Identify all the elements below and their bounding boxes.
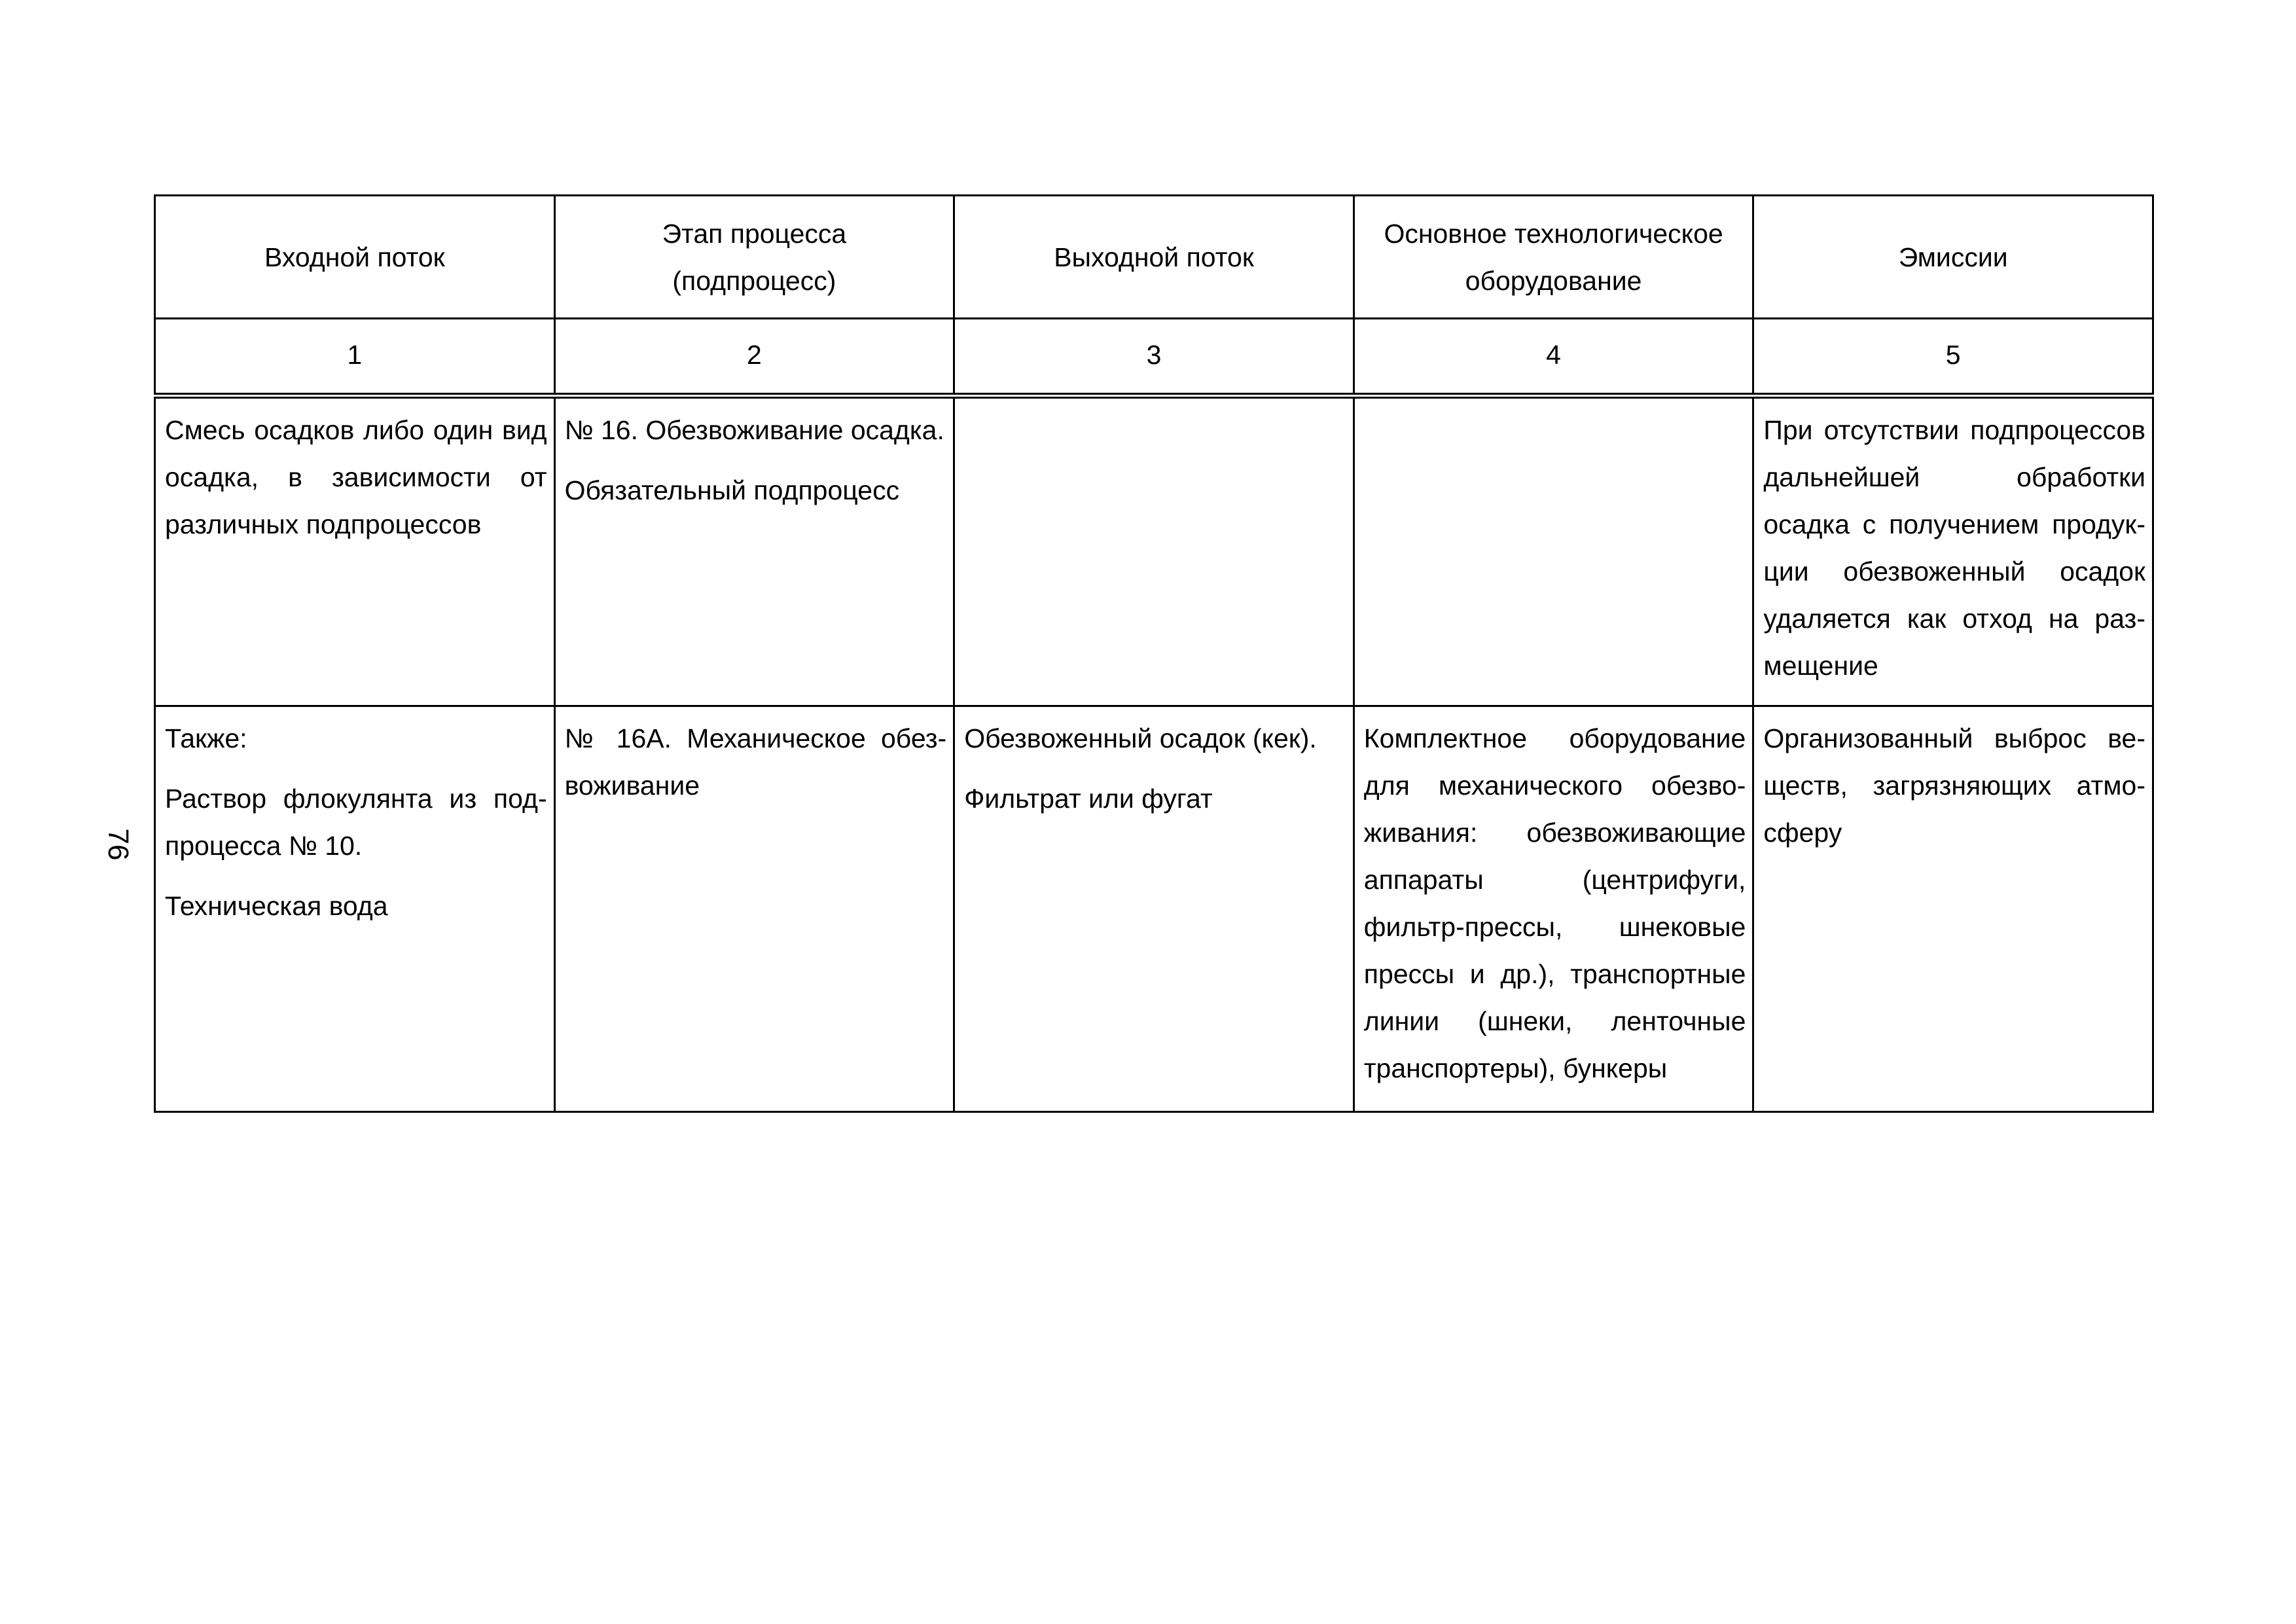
cell-paragraph: № 16А. Механическое обезвоживание — [564, 723, 947, 801]
cell-paragraph: № 16. Обезвоживание осадка. — [564, 415, 944, 445]
column-number: 2 — [554, 319, 954, 396]
cell-paragraph: Обезвоженный осадок (кек). — [964, 723, 1317, 753]
cell-input-flow — [155, 706, 555, 1112]
cell-emissions — [1753, 706, 2153, 1112]
cell-paragraph: При отсутствии подпроцессов дальнейшей обработки осадка с получением продукции обезвоженный осадок удаляется как отход на размещение — [1763, 415, 2145, 681]
cell-paragraph: Смесь осадков либо один вид осадка, в зависимости от различных подпроцессов — [165, 415, 547, 539]
table-row — [155, 396, 2153, 706]
cell-process-stage — [554, 396, 954, 706]
cell-paragraph: Техническая вода — [165, 891, 388, 921]
column-number: 1 — [155, 319, 555, 396]
cell-paragraph: Комплектное оборудование для механического обезвоживания: обезвоживающие аппараты (центрифуги, фильтр-прессы, шнековые прессы и др.), транспортные линии (шнеки, ленточные транспортеры), бункеры — [1363, 723, 1746, 1083]
table-row — [155, 706, 2153, 1112]
column-number: 5 — [1753, 319, 2153, 396]
cell-output-flow — [954, 396, 1354, 706]
cell-input-flow — [155, 396, 555, 706]
column-number-row — [155, 319, 2153, 396]
cell-paragraph: Также: — [165, 723, 247, 753]
cell-equipment — [1354, 706, 1753, 1112]
cell-emissions — [1753, 396, 2153, 706]
process-table — [154, 194, 2154, 1113]
header-equipment: Основное технологическое оборудование — [1354, 196, 1753, 319]
cell-paragraph: Организованный выброс веществ, загрязняющих атмосферу — [1763, 723, 2145, 848]
column-number: 4 — [1354, 319, 1753, 396]
cell-equipment — [1354, 396, 1753, 706]
header-emissions: Эмиссии — [1753, 196, 2153, 319]
header-process-stage: Этап процесса (подпроцесс) — [554, 196, 954, 319]
cell-process-stage — [554, 706, 954, 1112]
cell-paragraph: Обязательный подпроцесс — [564, 475, 900, 505]
cell-paragraph: Фильтрат или фугат — [964, 784, 1213, 814]
header-output-flow: Выходной поток — [954, 196, 1354, 319]
cell-output-flow — [954, 706, 1354, 1112]
header-input-flow: Входной поток — [155, 196, 555, 319]
cell-paragraph: Раствор флокулянта из подпроцесса № 10. — [165, 784, 547, 861]
column-number: 3 — [954, 319, 1354, 396]
page-number: 76 — [102, 828, 134, 861]
header-row — [155, 196, 2153, 319]
